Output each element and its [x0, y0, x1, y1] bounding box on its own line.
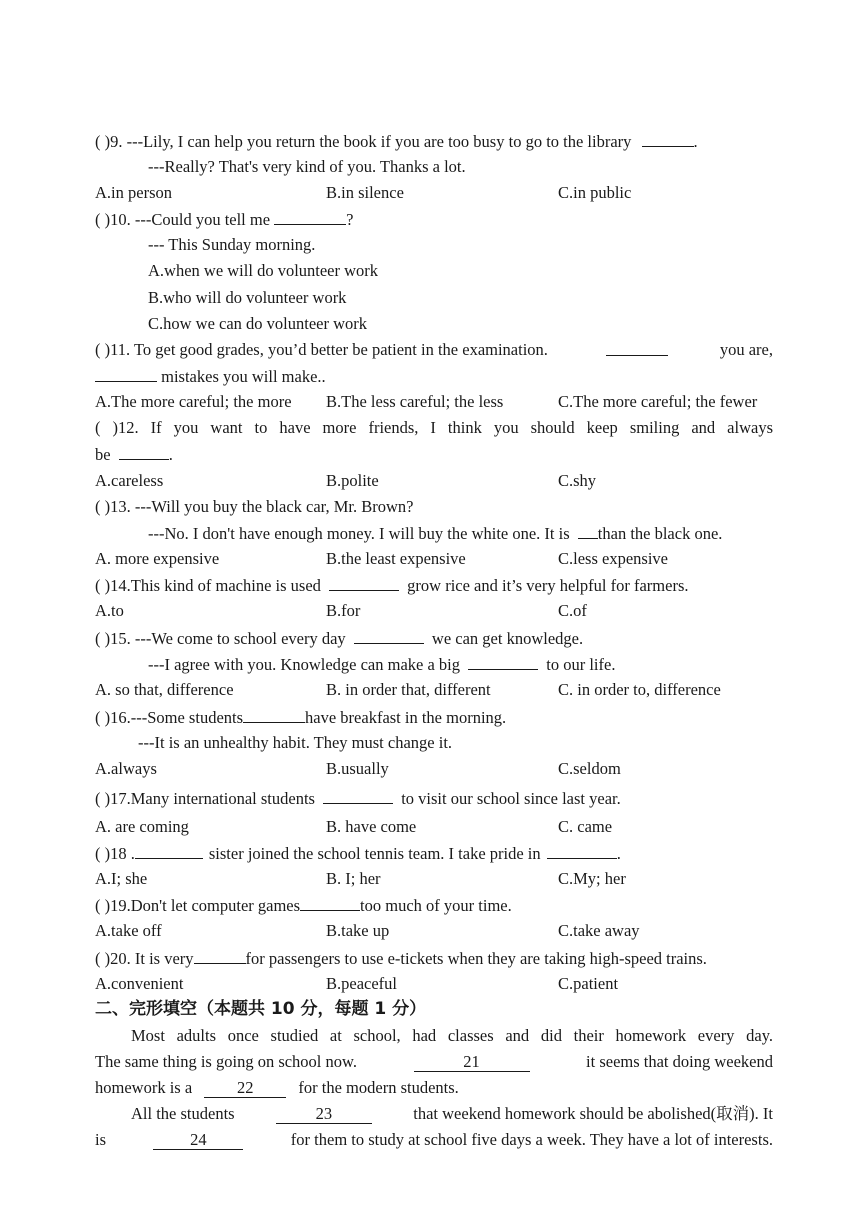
q12-option-c: C.shy — [558, 471, 597, 490]
q19-option-c: C.take away — [558, 921, 640, 940]
q14-option-c: C.of — [558, 601, 587, 620]
q17-option-c: C. came — [558, 817, 613, 836]
question-16-stem — [95, 707, 506, 728]
cloze-blank-22: 22 — [204, 1079, 286, 1098]
question-20-text-b: for passengers to use e-tickets when they are taking high-speed trains. — [245, 949, 707, 968]
answer-blank — [468, 654, 538, 670]
answer-blank — [119, 444, 169, 460]
question-16-text-b: have breakfast in the morning. — [305, 708, 507, 727]
q9-option-a: A.in person — [95, 183, 172, 202]
question-16-text: ( )16.---Some students — [95, 708, 244, 727]
question-10-end: ? — [346, 210, 354, 229]
q9-option-b: B.in silence — [326, 183, 404, 202]
q16-option-a: A.always — [95, 759, 157, 778]
answer-blank — [606, 340, 668, 356]
q15-option-a: A. so that, difference — [95, 680, 234, 699]
question-9-stem — [95, 131, 698, 152]
question-11-stem — [95, 340, 773, 360]
q11-option-a: A.The more careful; the more — [95, 392, 292, 411]
q19-option-b: B.take up — [326, 921, 390, 940]
cloze-text: All the students — [131, 1104, 235, 1123]
cloze-text: it seems that doing weekend — [586, 1052, 773, 1071]
q16-option-b: B.usually — [326, 759, 389, 778]
q10-option-c: C.how we can do volunteer work — [148, 314, 368, 333]
question-18-end: . — [616, 844, 621, 863]
q13-option-b: B.the least expensive — [326, 549, 466, 568]
question-20-stem — [95, 948, 707, 969]
question-11-stem-cont — [95, 366, 326, 387]
q16-option-c: C.seldom — [558, 759, 621, 778]
answer-blank — [354, 628, 424, 644]
cloze-p1-line3 — [95, 1078, 459, 1098]
cloze-p2-line2 — [95, 1130, 773, 1150]
cloze-text: for the modern students. — [298, 1078, 459, 1097]
q12-option-a: A.careless — [95, 471, 164, 490]
question-11-text-b: you are, — [719, 340, 773, 359]
question-19-stem — [95, 895, 512, 916]
question-14-text-b: grow rice and it’s very helpful for farmers. — [407, 576, 689, 595]
answer-blank — [274, 209, 346, 225]
question-15-stem — [95, 628, 583, 649]
question-19-text-b: too much of your time. — [360, 896, 512, 915]
question-13-reply-b: than the black one. — [597, 524, 723, 543]
cloze-text: The same thing is going on school now. — [95, 1052, 357, 1071]
q13-option-a: A. more expensive — [95, 549, 220, 568]
answer-blank — [194, 948, 246, 964]
cloze-text: that weekend homework should be abolished(取消). It — [413, 1104, 773, 1123]
question-18-stem — [95, 843, 621, 864]
q19-option-a: A.take off — [95, 921, 162, 940]
q11-option-b: B.The less careful; the less — [326, 392, 504, 411]
answer-blank — [243, 707, 305, 723]
question-15-text: ( )15. ---We come to school every day — [95, 629, 346, 648]
q12-option-b: B.polite — [326, 471, 379, 490]
question-14-stem — [95, 575, 689, 596]
q10-option-b: B.who will do volunteer work — [148, 288, 347, 307]
question-12-end: . — [168, 445, 173, 464]
q17-option-a: A. are coming — [95, 817, 189, 836]
section-2-heading: 二、完形填空（本题共 10 分，每题 1 分） — [95, 999, 427, 1019]
q17-option-b: B. have come — [326, 817, 417, 836]
question-12-stem: ( )12. If you want to have more friends, I think you should keep smiling and always — [95, 418, 773, 437]
question-17-text-b: to visit our school since last year. — [401, 789, 621, 808]
q20-option-b: B.peaceful — [326, 974, 398, 993]
question-18-text-b: sister joined the school tennis team. I take pride in — [208, 844, 541, 863]
q10-option-a: A.when we will do volunteer work — [148, 261, 379, 280]
cloze-blank-24: 24 — [153, 1131, 243, 1150]
q11-option-c: C.The more careful; the fewer — [558, 392, 758, 411]
question-9-end: . — [693, 132, 698, 151]
q14-option-a: A.to — [95, 601, 124, 620]
question-20-text: ( )20. It is very — [95, 949, 194, 968]
q20-option-a: A.convenient — [95, 974, 184, 993]
question-13-stem: ( )13. ---Will you buy the black car, Mr. Brown? — [95, 497, 414, 516]
question-12-stem-cont — [95, 444, 173, 465]
q20-option-c: C.patient — [558, 974, 619, 993]
question-15-reply-b: to our life. — [546, 655, 616, 674]
cloze-text: is — [95, 1130, 107, 1149]
q9-option-c: C.in public — [558, 183, 632, 202]
question-15-text-b: we can get knowledge. — [431, 629, 584, 648]
cloze-blank-21: 21 — [414, 1053, 530, 1072]
question-13-reply-a: ---No. I don't have enough money. I will buy the white one. It is — [148, 524, 570, 543]
question-17-stem — [95, 788, 621, 809]
q18-option-b: B. I; her — [326, 869, 381, 888]
cloze-p1-line2 — [95, 1052, 773, 1072]
answer-blank — [323, 788, 393, 804]
answer-blank — [95, 366, 157, 382]
question-18-text: ( )18 . — [95, 844, 135, 863]
q14-option-b: B.for — [326, 601, 361, 620]
answer-blank — [329, 575, 399, 591]
question-19-text: ( )19.Don't let computer games — [95, 896, 301, 915]
question-9-reply: ---Really? That's very kind of you. Thanks a lot. — [148, 157, 466, 176]
cloze-p2-line1 — [131, 1104, 773, 1124]
question-14-text: ( )14.This kind of machine is used — [95, 576, 321, 595]
q13-option-c: C.less expensive — [558, 549, 668, 568]
question-10-reply: --- This Sunday morning. — [148, 235, 316, 254]
q15-option-b: B. in order that, different — [326, 680, 491, 699]
answer-blank — [642, 131, 694, 147]
question-15-reply-a: ---I agree with you. Knowledge can make a big — [148, 655, 461, 674]
q18-option-c: C.My; her — [558, 869, 626, 888]
answer-blank — [135, 843, 203, 859]
question-15-reply — [148, 654, 615, 675]
q18-option-a: A.I; she — [95, 869, 148, 888]
answer-blank — [578, 523, 598, 539]
question-11-text-c: mistakes you will make.. — [161, 367, 326, 386]
question-13-reply — [148, 523, 722, 544]
cloze-p1-line1: Most adults once studied at school, had classes and did their homework every day. — [131, 1026, 773, 1045]
question-12-text-b: be — [95, 445, 111, 464]
answer-blank — [547, 843, 617, 859]
question-11-text: ( )11. To get good grades, you’d better be patient in the examination. — [95, 340, 548, 359]
question-10-stem — [95, 209, 354, 230]
question-9-text: ( )9. ---Lily, I can help you return the book if you are too busy to go to the library — [95, 132, 632, 151]
question-17-text: ( )17.Many international students — [95, 789, 315, 808]
cloze-blank-23: 23 — [276, 1105, 372, 1124]
question-10-text: ( )10. ---Could you tell me — [95, 210, 271, 229]
cloze-text: homework is a — [95, 1078, 193, 1097]
q15-option-c: C. in order to, difference — [558, 680, 721, 699]
cloze-text: for them to study at school five days a week. They have a lot of interests. — [290, 1130, 773, 1149]
answer-blank — [300, 895, 360, 911]
question-16-reply: ---It is an unhealthy habit. They must change it. — [138, 733, 453, 752]
